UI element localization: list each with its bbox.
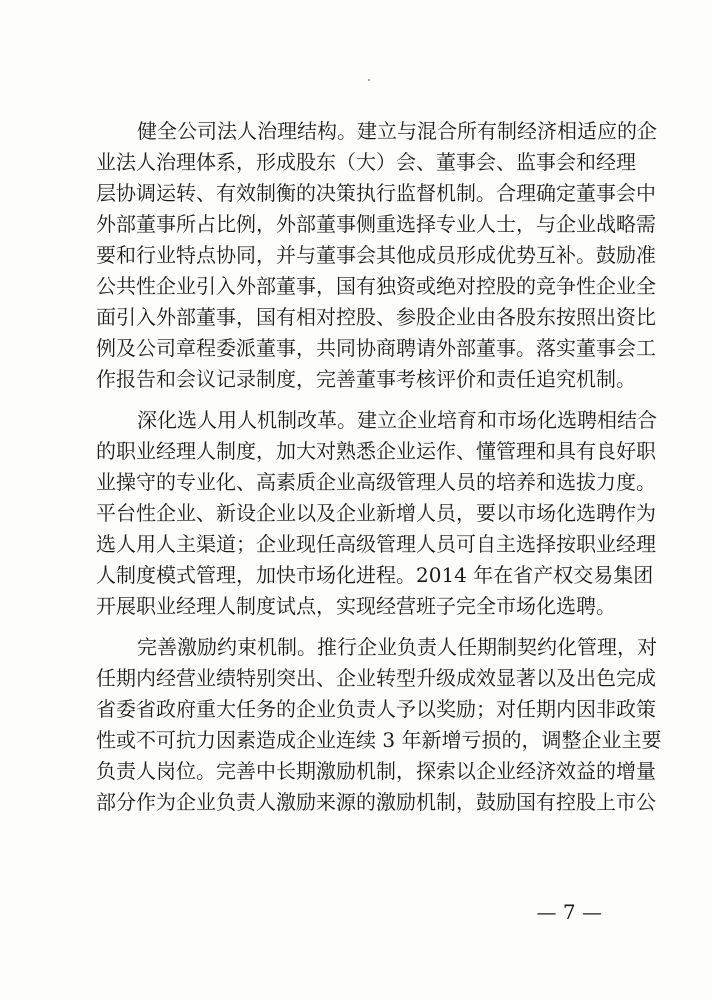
text-line: 平台性企业、新设企业以及企业新增人员，要以市场化选聘作为	[96, 501, 656, 525]
paragraph-talent-selection	[96, 405, 657, 622]
paragraph-corporate-governance	[96, 116, 657, 395]
text-line: 业操守的专业化、高素质企业高级管理人员的培养和选拔力度。	[96, 470, 656, 494]
text-line: 业法人治理体系，形成股东（大）会、董事会、监事会和经理	[96, 150, 636, 174]
text-line: 完善激励约束机制。推行企业负责人任期制契约化管理，对	[137, 635, 657, 659]
text-line: 性或不可抗力因素造成企业连续 3 年新增亏损的，调整企业主要	[96, 728, 662, 752]
scan-speck	[368, 79, 370, 81]
page-number: — 7 —	[536, 900, 602, 924]
text-line: 选人用人主渠道；企业现任高级管理人员可自主选择按职业经理	[96, 532, 656, 556]
text-line: 公共性企业引入外部董事，国有独资或绝对控股的竞争性企业全	[96, 274, 656, 298]
paragraph-incentive-mechanism	[96, 632, 662, 818]
text-line: 负责人岗位。完善中长期激励机制，探索以企业经济效益的增量	[96, 759, 656, 783]
text-line: 的职业经理人制度，加大对熟悉企业运作、懂管理和具有良好职	[96, 439, 656, 463]
text-line: 面引入外部董事，国有相对控股、参股企业由各股东按照出资比	[96, 305, 656, 329]
text-line: 开展职业经理人制度试点，实现经营班子完全市场化选聘。	[96, 594, 616, 618]
text-line: 要和行业特点协同，并与董事会其他成员形成优势互补。鼓励准	[96, 243, 656, 267]
text-line: 省委省政府重大任务的企业负责人予以奖励；对任期内因非政策	[96, 697, 656, 721]
text-line: 作报告和会议记录制度，完善董事考核评价和责任追究机制。	[96, 367, 636, 391]
text-line: 人制度模式管理，加快市场化进程。2014 年在省产权交易集团	[96, 563, 654, 587]
text-line: 健全公司法人治理结构。建立与混合所有制经济相适应的企	[137, 119, 657, 143]
text-line: 层协调运转、有效制衡的决策执行监督机制。合理确定董事会中	[96, 181, 656, 205]
text-line: 深化选人用人机制改革。建立企业培育和市场化选聘相结合	[137, 408, 657, 432]
body-text	[96, 116, 662, 818]
text-line: 外部董事所占比例，外部董事侧重选择专业人士，与企业战略需	[96, 212, 656, 236]
text-line: 任期内经营业绩特别突出、企业转型升级成效显著以及出色完成	[96, 666, 656, 690]
text-line: 例及公司章程委派董事，共同协商聘请外部董事。落实董事会工	[96, 336, 656, 360]
text-line: 部分作为企业负责人激励来源的激励机制，鼓励国有控股上市公	[96, 790, 656, 814]
